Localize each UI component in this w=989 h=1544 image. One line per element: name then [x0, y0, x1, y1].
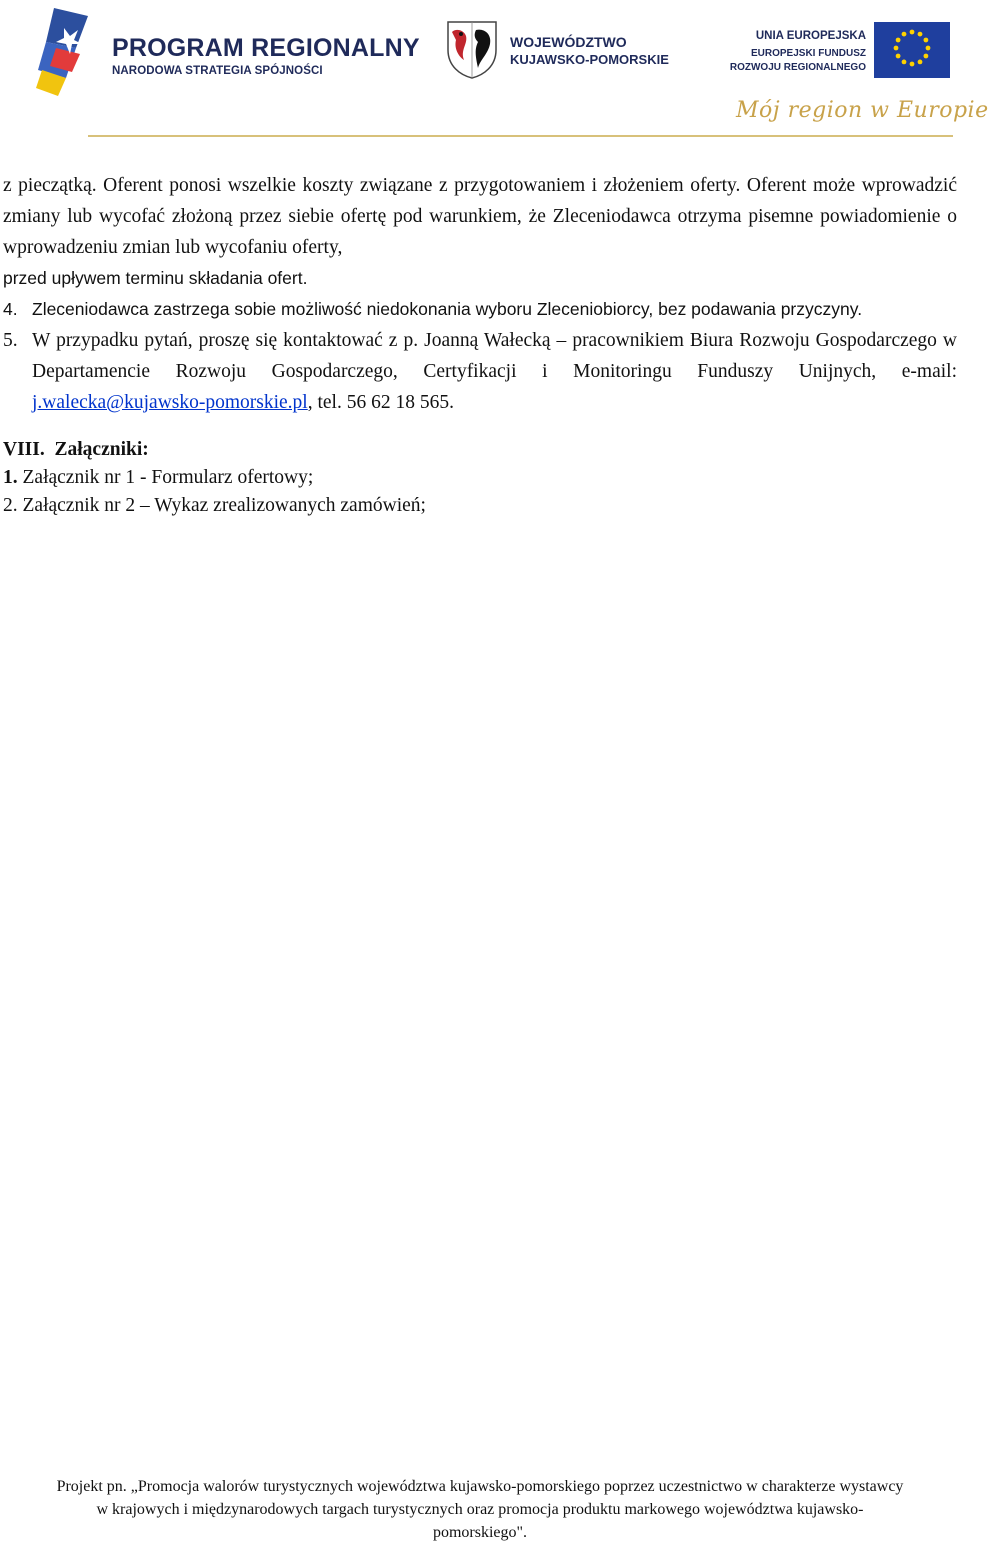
header-divider: [88, 135, 953, 137]
section-heading: [0, 436, 960, 464]
attachment-text: Załącznik nr 1 - Formularz ofertowy;: [22, 467, 314, 488]
list-item-number: 5.: [3, 330, 18, 351]
footer-line3: pomorskiego".: [432, 1524, 528, 1541]
paragraph-offer-costs: z pieczątką. Oferent ponosi wszelkie koszty związane z przygotowaniem i złożeniem oferty. Oferent może wprowadzić zmiany lub wycofać złożoną przez siebie ofertę pod warunkiem, że Zleceniodawca otrzyma pisemne powiadomienie o wprowadzeniu zmian lub wycofaniu oferty,: [3, 175, 957, 258]
eu-logo: [730, 22, 950, 82]
attachment-text: Załącznik nr 2 – Wykaz zrealizowanych zamówień;: [22, 495, 426, 516]
section-number: VIII.: [3, 439, 45, 460]
attachment-item: [0, 492, 960, 520]
eu-logo-line1: UNIA EUROPEJSKA: [755, 30, 866, 42]
wojewodztwo-logo: [446, 20, 676, 80]
list-item-number: 4.: [3, 299, 18, 319]
program-regionalny-logo: [36, 8, 420, 98]
attachment-number: 1.: [3, 467, 18, 488]
program-logo-title: PROGRAM REGIONALNY: [112, 34, 420, 62]
email-link[interactable]: j.walecka@kujawsko-pomorskie.pl: [32, 392, 308, 413]
paragraph-offer-deadline: przed upływem terminu składania ofert.: [3, 268, 308, 288]
coat-of-arms-icon: [446, 20, 498, 80]
program-regionalny-emblem-icon: [36, 8, 106, 98]
list-item: [0, 325, 960, 418]
attachment-number: 2.: [3, 495, 18, 516]
list-item: [0, 294, 960, 325]
document-body: [0, 170, 960, 520]
page-footer: [0, 1475, 960, 1544]
eu-flag-icon: [874, 22, 950, 78]
list-item-text: Zleceniodawca zastrzega sobie możliwość niedokonania wyboru Zleceniobiorcy, bez podawania przyczyny.: [32, 299, 863, 319]
contact-phone: , tel. 56 62 18 565.: [307, 392, 454, 413]
slogan: Mój region w Europie: [736, 98, 989, 123]
page-header: [0, 0, 989, 150]
section-title: Załączniki:: [54, 439, 149, 460]
region-logo-line1: WOJEWÓDZTWO: [510, 34, 627, 50]
eu-logo-line3: ROZWOJU REGIONALNEGO: [729, 62, 866, 73]
region-logo-line2: KUJAWSKO-POMORSKIE: [510, 52, 669, 67]
attachment-item: [0, 464, 960, 492]
eu-logo-line2: EUROPEJSKI FUNDUSZ: [750, 48, 866, 59]
footer-line2: w krajowych i międzynarodowych targach turystycznych oraz promocja produktu markowego województwa kujawsko-: [96, 1501, 864, 1518]
footer-line1: Projekt pn. „Promocja walorów turystycznych województwa kujawsko-pomorskiego poprzez uczestnictwo w charakterze wystawcy: [56, 1478, 904, 1495]
contact-text: W przypadku pytań, proszę się kontaktować z p. Joanną Wałecką – pracownikiem Biura Rozwoju Gospodarczego w Departamencie Rozwoju Gospodarczego, Certyfikacji i Monitoringu Funduszy Unijnych, e-mail:: [32, 330, 957, 382]
program-logo-subtitle: NARODOWA STRATEGIA SPÓJNOŚCI: [112, 65, 323, 77]
list-item-text: [32, 325, 957, 418]
